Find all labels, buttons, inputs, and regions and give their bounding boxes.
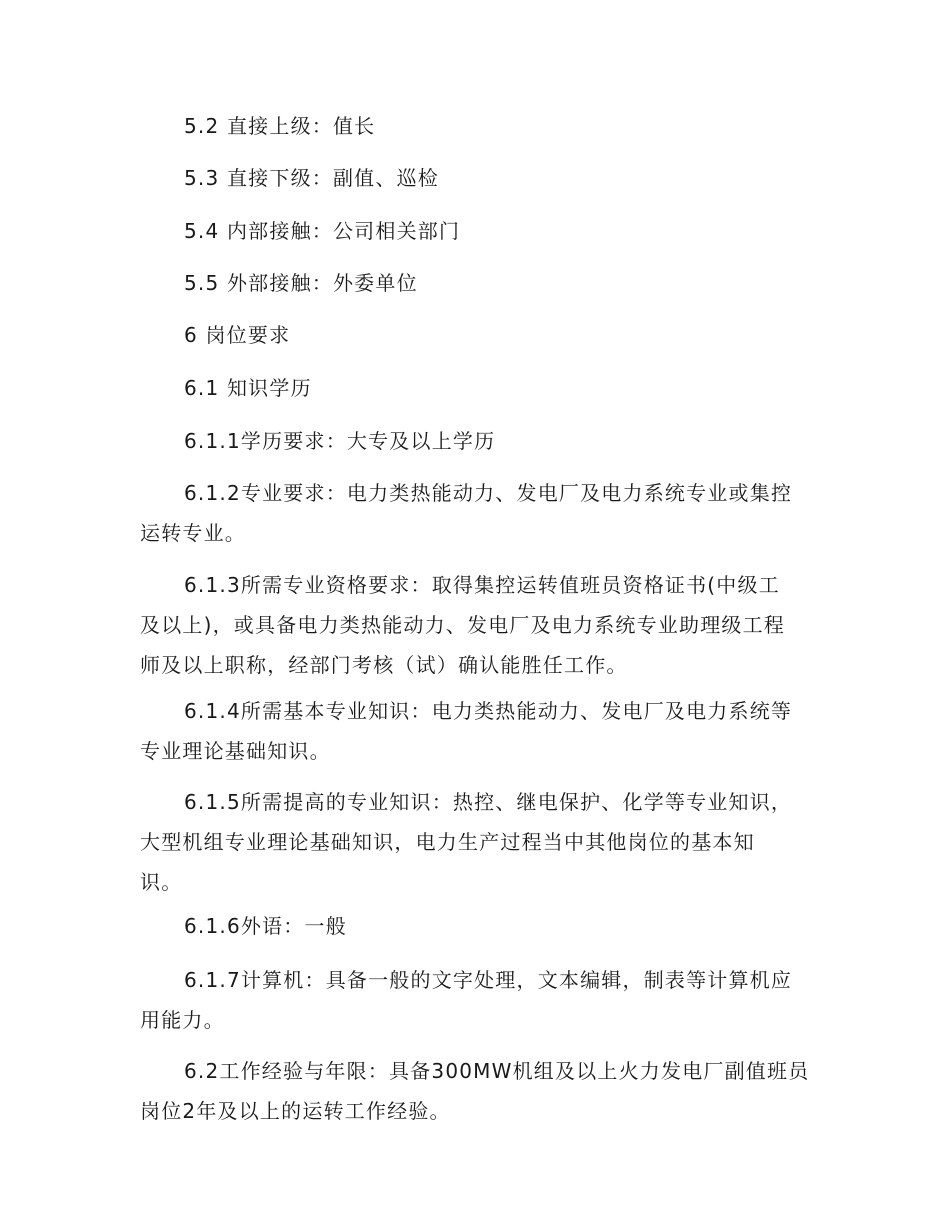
text-line: 6.1.4所需基本专业知识：电力类热能动力、发电厂及电力系统等 xyxy=(184,699,793,723)
text-line: 6.1.2专业要求：电力类热能动力、发电厂及电力系统专业或集控 xyxy=(184,481,793,505)
paragraph-6-1 xyxy=(140,368,812,408)
text-line: 6.1.6外语：一般 xyxy=(184,914,347,938)
paragraph-6-1-4 xyxy=(140,691,812,771)
text-line: 岗位2年及以上的运转工作经验。 xyxy=(140,1099,451,1123)
text-line: 识。 xyxy=(140,870,183,894)
section-heading-6 xyxy=(140,315,812,355)
paragraph-6-1-5 xyxy=(140,782,812,902)
text-line: 5.2 直接上级：值长 xyxy=(184,114,376,138)
paragraph-5-4 xyxy=(140,211,812,251)
text-line: 6 岗位要求 xyxy=(184,323,291,347)
text-line: 用能力。 xyxy=(140,1008,225,1032)
text-line: 6.2工作经验与年限：具备300MW机组及以上火力发电厂副值班员 xyxy=(184,1059,810,1083)
paragraph-6-1-3 xyxy=(140,565,812,685)
paragraph-5-2 xyxy=(140,106,812,146)
text-line: 运转专业。 xyxy=(140,521,246,545)
paragraph-6-1-7 xyxy=(140,960,812,1040)
text-line: 6.1 知识学历 xyxy=(184,376,312,400)
text-line: 专业理论基础知识。 xyxy=(140,739,331,763)
text-line: 6.1.7计算机：具备一般的文字处理，文本编辑，制表等计算机应 xyxy=(184,968,793,992)
text-line: 及以上)，或具备电力类热能动力、发电厂及电力系统专业助理级工程 xyxy=(140,613,786,637)
text-line: 6.1.3所需专业资格要求：取得集控运转值班员资格证书(中级工 xyxy=(184,573,780,597)
paragraph-6-1-6 xyxy=(140,906,812,946)
paragraph-6-1-2 xyxy=(140,473,812,553)
text-line: 师及以上职称，经部门考核（试）确认能胜任工作。 xyxy=(140,653,628,677)
paragraph-6-1-1 xyxy=(140,421,812,461)
text-line: 大型机组专业理论基础知识，电力生产过程当中其他岗位的基本知 xyxy=(140,830,755,854)
paragraph-5-3 xyxy=(140,158,812,198)
text-line: 5.4 内部接触：公司相关部门 xyxy=(184,219,461,243)
text-line: 6.1.1学历要求：大专及以上学历 xyxy=(184,429,496,453)
paragraph-6-2 xyxy=(140,1051,812,1131)
paragraph-5-5 xyxy=(140,263,812,303)
text-line: 6.1.5所需提高的专业知识：热控、继电保护、化学等专业知识， xyxy=(184,790,793,814)
text-line: 5.5 外部接触：外委单位 xyxy=(184,271,418,295)
text-line: 5.3 直接下级：副值、巡检 xyxy=(184,166,439,190)
